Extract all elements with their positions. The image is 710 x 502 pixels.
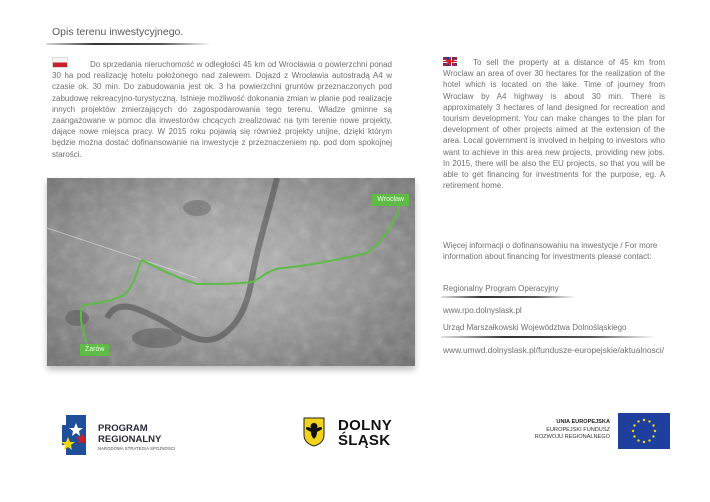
eu-stars xyxy=(618,413,670,449)
route-map xyxy=(47,178,415,366)
eu-star xyxy=(633,435,635,437)
description-english-text: To sell the property at a distance of 45 km from Wroclaw an area of over 30 hectares for the realization of the hotel which is located on the lake. Time of journey from Wroclaw by A4 highway is about 30 min. There is approximately 3 hectares of land designed for recreation and tourism development. You can make changes to the plan for development of other projects aimed at the extension of the area. Local government is involved in helping to investors who want to achieve in this area new projects, providing new jobs. In 2015, there will be also the EU projects, so that you will be able to get financing for investments for the purpose, eg. A retirement home. xyxy=(443,58,665,191)
eu-star xyxy=(648,420,650,422)
eu-star xyxy=(652,435,654,437)
pr-line1: PROGRAM xyxy=(98,423,148,434)
program-regionalny-logo xyxy=(52,413,212,461)
poland-flag-icon xyxy=(52,57,68,68)
contact-intro: Więcej informacji o dofinansowaniu na inwestycje / For more information about financing for investments please contact: xyxy=(443,241,658,261)
description-polish-text: Do sprzedania nieruchomość w odległości 45 km od Wrocławia o powierzchni ponad 30 ha pod realizację hotelu położonego nad zalewem. Dojazd z Wrocławia autostradą A4 w czasie ok. 30 min. Do zabudowania jest ok. 3 ha powierzchni gruntów przeznaczonych pod zabudowę rekreacyjno-turystyczną. Istnieje możliwość dokonania zmian w planie pod realizacje innych projektów zmierzających do zagospodarowania tego terenu. Władze gminne są zaangażowane w pomoc dla inwestorów chcących zrealizować na tym terenie nowe projekty, dające nowe miejsca pracy. W 2015 roku pojawią się również projekty unijne, dzięki którym będzie można dostać dofinansowanie na inwestycje z przeznaczeniem np. pod dom spokojnej starości. xyxy=(52,60,392,159)
eu-flag-icon xyxy=(618,413,670,449)
title-underline xyxy=(46,43,211,45)
eu-line1: UNIA EUROPEJSKA xyxy=(556,419,610,425)
uk-flag-icon xyxy=(443,57,457,66)
eagle-shield-icon xyxy=(303,417,325,447)
lake xyxy=(132,328,182,348)
org1-underline xyxy=(441,296,576,298)
org2-url-link[interactable]: www.umwd.dolnyslask.pl/fundusze-europejskie/aktualnosci/ xyxy=(443,345,665,355)
eu-star xyxy=(652,424,654,426)
eu-line2: EUROPEJSKI FUNDUSZ xyxy=(546,427,610,433)
eu-star xyxy=(633,424,635,426)
eu-star xyxy=(654,430,656,432)
eu-star xyxy=(648,439,650,441)
eu-star xyxy=(632,430,634,432)
org1-name: Regionalny Program Operacyjny xyxy=(443,284,559,293)
eu-star xyxy=(643,419,645,421)
description-english xyxy=(443,57,665,191)
org2-name: Urząd Marszałkowski Województwa Dolnośląskiego xyxy=(443,323,627,332)
page-title: Opis terenu inwestycyjnego. xyxy=(52,26,184,38)
map-terrain xyxy=(47,178,415,366)
pr-line3: NARODOWA STRATEGIA SPÓJNOŚCI xyxy=(98,446,176,451)
eu-star xyxy=(637,439,639,441)
program-regionalny-flag-icon xyxy=(62,415,86,455)
org2-underline xyxy=(441,336,656,338)
forest-patch xyxy=(183,200,211,216)
ds-line2: ŚLĄSK xyxy=(338,432,391,449)
eu-star xyxy=(643,441,645,443)
eu-star xyxy=(637,420,639,422)
dolny-slask-logo xyxy=(303,415,413,455)
pr-line2: REGIONALNY xyxy=(98,434,162,445)
eu-logo xyxy=(510,413,670,453)
map-label-wroclaw: Wrocław xyxy=(372,194,409,206)
ds-line1: DOLNY xyxy=(338,417,392,434)
map-texture xyxy=(47,178,415,366)
description-polish xyxy=(52,57,392,160)
eu-line3: ROZWOJU REGIONALNEGO xyxy=(534,434,610,440)
map-label-zarow: Żarów xyxy=(80,344,109,356)
org1-url-link[interactable]: www.rpo.dolnyslask.pl xyxy=(443,306,522,315)
forest-patch xyxy=(65,310,89,326)
